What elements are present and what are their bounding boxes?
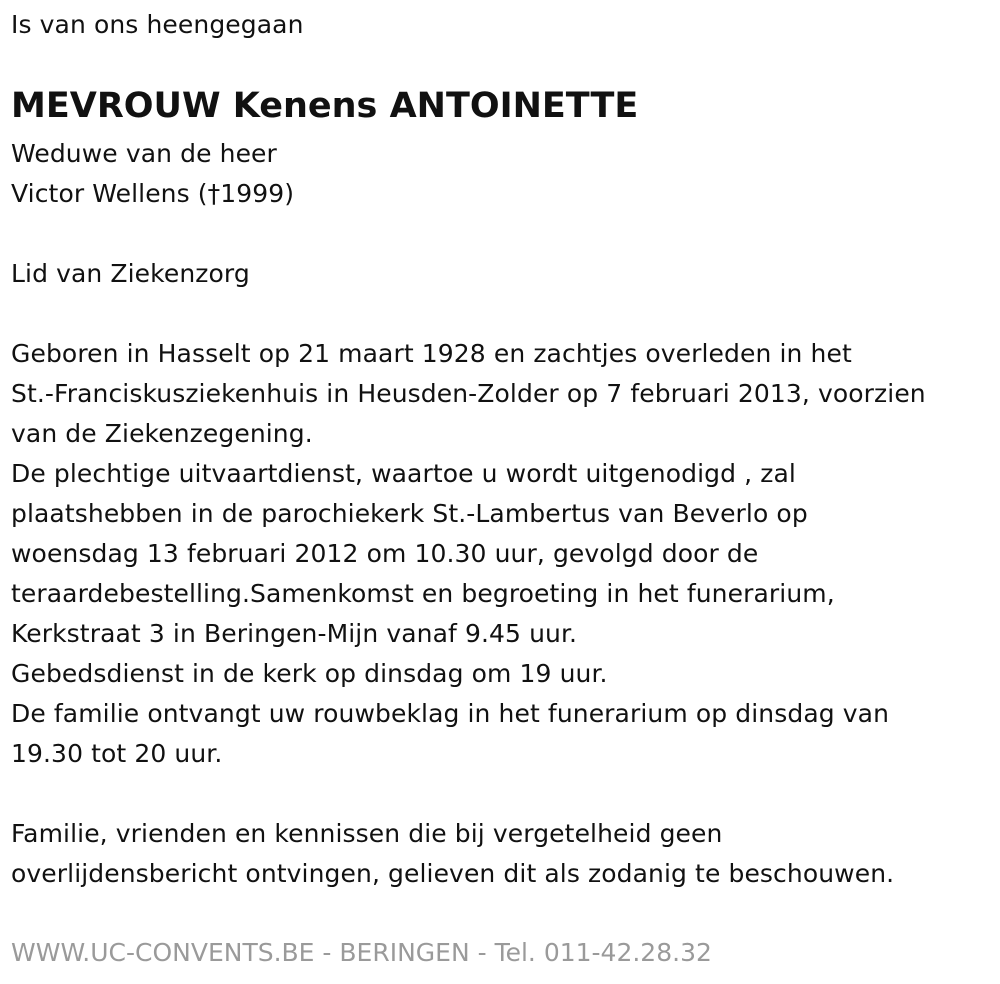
body-line: van de Ziekenzegening. bbox=[11, 419, 313, 448]
body-line: Gebedsdienst in de kerk op dinsdag om 19 uur. bbox=[11, 659, 608, 688]
body-line: St.-Franciskusziekenhuis in Heusden-Zolder op 7 februari 2013, voorzien bbox=[11, 379, 926, 408]
body-line: De familie ontvangt uw rouwbeklag in het funerarium op dinsdag van bbox=[11, 699, 890, 728]
body-line: Kerkstraat 3 in Beringen-Mijn vanaf 9.45 uur. bbox=[11, 619, 578, 648]
relation-line-2: Victor Wellens (†1999) bbox=[11, 179, 295, 208]
body-line: Geboren in Hasselt op 21 maart 1928 en zachtjes overleden in het bbox=[11, 339, 852, 368]
closing-line: Familie, vrienden en kennissen die bij vergetelheid geen bbox=[11, 819, 723, 848]
body-line: plaatshebben in de parochiekerk St.-Lambertus van Beverlo op bbox=[11, 499, 808, 528]
membership-text: Lid van Ziekenzorg bbox=[11, 259, 250, 288]
body-line: De plechtige uitvaartdienst, waartoe u wordt uitgenodigd , zal bbox=[11, 459, 796, 488]
body-line: woensdag 13 februari 2012 om 10.30 uur, gevolgd door de bbox=[11, 539, 759, 568]
relation-line-1: Weduwe van de heer bbox=[11, 139, 277, 168]
closing-line: overlijdensbericht ontvingen, gelieven dit als zodanig te beschouwen. bbox=[11, 859, 895, 888]
body-line: teraardebestelling.Samenkomst en begroeting in het funerarium, bbox=[11, 579, 835, 608]
deceased-name: MEVROUW Kenens ANTOINETTE bbox=[11, 86, 639, 126]
footer-contact: WWW.UC-CONVENTS.BE - BERINGEN - Tel. 011-42.28.32 bbox=[11, 938, 712, 967]
intro-text: Is van ons heengegaan bbox=[11, 10, 304, 39]
body-line: 19.30 tot 20 uur. bbox=[11, 739, 223, 768]
